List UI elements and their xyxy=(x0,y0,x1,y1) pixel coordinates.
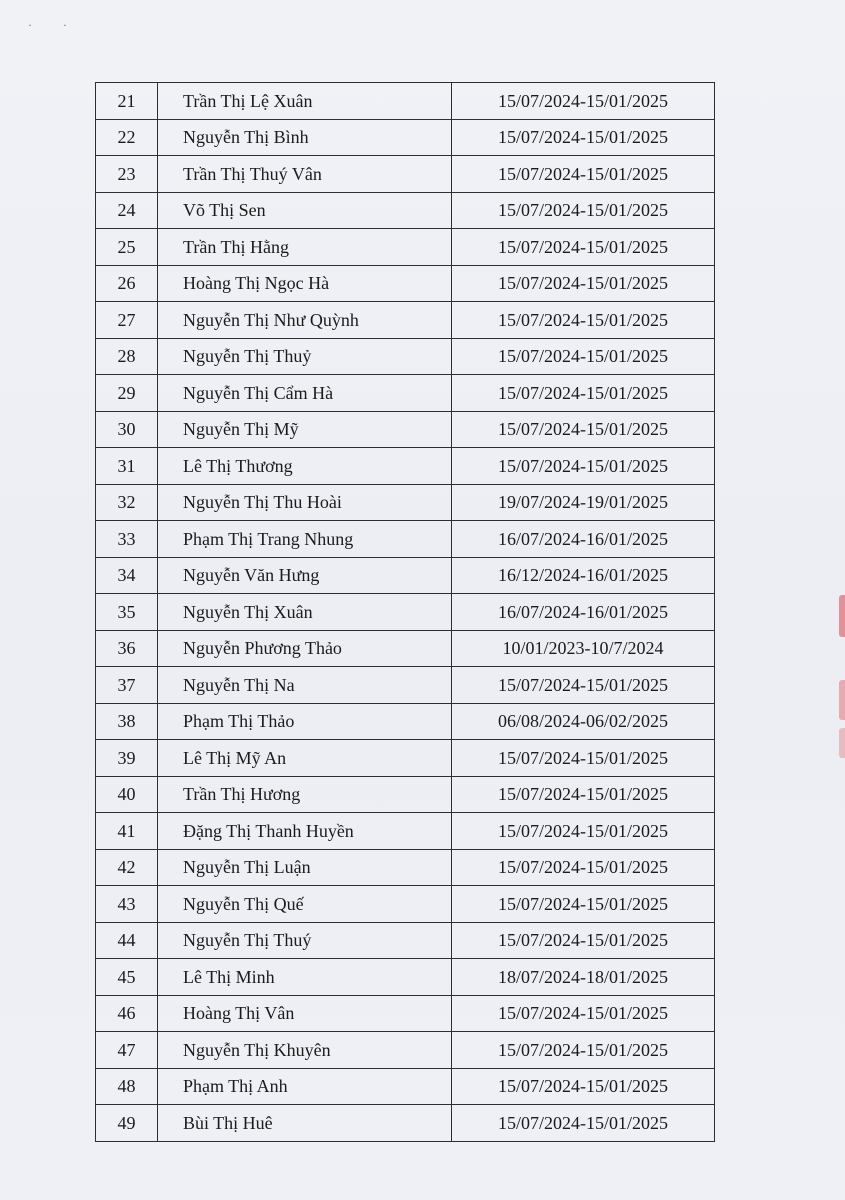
name-cell: Nguyễn Thị Như Quỳnh xyxy=(158,302,452,339)
period-cell: 15/07/2024-15/01/2025 xyxy=(452,229,715,266)
name-cell: Nguyễn Thị Khuyên xyxy=(158,1032,452,1069)
table-row xyxy=(96,630,715,667)
name-cell: Nguyễn Thị Luận xyxy=(158,849,452,886)
table-row xyxy=(96,302,715,339)
row-number-cell: 29 xyxy=(96,375,158,412)
name-cell: Nguyễn Thị Xuân xyxy=(158,594,452,631)
row-number-cell: 28 xyxy=(96,338,158,375)
table-row xyxy=(96,265,715,302)
period-cell: 15/07/2024-15/01/2025 xyxy=(452,995,715,1032)
table-row xyxy=(96,740,715,777)
row-number-cell: 25 xyxy=(96,229,158,266)
table-row xyxy=(96,849,715,886)
name-cell: Lê Thị Minh xyxy=(158,959,452,996)
row-number-cell: 39 xyxy=(96,740,158,777)
row-number-cell: 27 xyxy=(96,302,158,339)
row-number-cell: 23 xyxy=(96,156,158,193)
period-cell: 15/07/2024-15/01/2025 xyxy=(452,813,715,850)
row-number-cell: 21 xyxy=(96,83,158,120)
period-cell: 15/07/2024-15/01/2025 xyxy=(452,1105,715,1142)
period-cell: 15/07/2024-15/01/2025 xyxy=(452,922,715,959)
period-cell: 15/07/2024-15/01/2025 xyxy=(452,1068,715,1105)
table-row xyxy=(96,703,715,740)
table-row xyxy=(96,886,715,923)
name-cell: Hoàng Thị Vân xyxy=(158,995,452,1032)
name-cell: Phạm Thị Anh xyxy=(158,1068,452,1105)
name-cell: Nguyễn Thị Quế xyxy=(158,886,452,923)
row-number-cell: 33 xyxy=(96,521,158,558)
table-row xyxy=(96,667,715,704)
table-row xyxy=(96,411,715,448)
row-number-cell: 24 xyxy=(96,192,158,229)
name-cell: Nguyễn Thị Bình xyxy=(158,119,452,156)
name-cell: Bùi Thị Huê xyxy=(158,1105,452,1142)
name-cell: Nguyễn Thị Na xyxy=(158,667,452,704)
row-number-cell: 45 xyxy=(96,959,158,996)
table-row xyxy=(96,1068,715,1105)
row-number-cell: 32 xyxy=(96,484,158,521)
name-cell: Lê Thị Thương xyxy=(158,448,452,485)
name-cell: Nguyễn Văn Hưng xyxy=(158,557,452,594)
row-number-cell: 43 xyxy=(96,886,158,923)
row-number-cell: 46 xyxy=(96,995,158,1032)
table-row xyxy=(96,192,715,229)
row-number-cell: 38 xyxy=(96,703,158,740)
name-cell: Nguyễn Thị Thuý xyxy=(158,922,452,959)
period-cell: 15/07/2024-15/01/2025 xyxy=(452,375,715,412)
table-row xyxy=(96,995,715,1032)
name-cell: Trần Thị Hương xyxy=(158,776,452,813)
roster-table-body xyxy=(96,83,715,1142)
name-cell: Nguyễn Phương Thảo xyxy=(158,630,452,667)
period-cell: 16/07/2024-16/01/2025 xyxy=(452,521,715,558)
table-row xyxy=(96,813,715,850)
table-row xyxy=(96,448,715,485)
name-cell: Đặng Thị Thanh Huyền xyxy=(158,813,452,850)
name-cell: Nguyễn Thị Mỹ xyxy=(158,411,452,448)
period-cell: 15/07/2024-15/01/2025 xyxy=(452,302,715,339)
table-row xyxy=(96,557,715,594)
name-cell: Hoàng Thị Ngọc Hà xyxy=(158,265,452,302)
period-cell: 15/07/2024-15/01/2025 xyxy=(452,667,715,704)
table-row xyxy=(96,229,715,266)
stamp-fragment xyxy=(839,728,845,758)
name-cell: Trần Thị Hằng xyxy=(158,229,452,266)
table-row xyxy=(96,521,715,558)
name-cell: Phạm Thị Thảo xyxy=(158,703,452,740)
period-cell: 06/08/2024-06/02/2025 xyxy=(452,703,715,740)
stamp-fragment xyxy=(839,595,845,637)
table-row xyxy=(96,922,715,959)
period-cell: 15/07/2024-15/01/2025 xyxy=(452,156,715,193)
period-cell: 16/07/2024-16/01/2025 xyxy=(452,594,715,631)
row-number-cell: 35 xyxy=(96,594,158,631)
name-cell: Trần Thị Thuý Vân xyxy=(158,156,452,193)
period-cell: 15/07/2024-15/01/2025 xyxy=(452,849,715,886)
period-cell: 15/07/2024-15/01/2025 xyxy=(452,740,715,777)
table-row xyxy=(96,594,715,631)
row-number-cell: 31 xyxy=(96,448,158,485)
period-cell: 15/07/2024-15/01/2025 xyxy=(452,338,715,375)
table-row xyxy=(96,119,715,156)
period-cell: 15/07/2024-15/01/2025 xyxy=(452,1032,715,1069)
table-row xyxy=(96,959,715,996)
period-cell: 15/07/2024-15/01/2025 xyxy=(452,192,715,229)
period-cell: 15/07/2024-15/01/2025 xyxy=(452,886,715,923)
stamp-fragment xyxy=(839,680,845,720)
name-cell: Nguyễn Thị Thuỷ xyxy=(158,338,452,375)
row-number-cell: 30 xyxy=(96,411,158,448)
period-cell: 16/12/2024-16/01/2025 xyxy=(452,557,715,594)
table-row xyxy=(96,338,715,375)
row-number-cell: 44 xyxy=(96,922,158,959)
table-row xyxy=(96,484,715,521)
period-cell: 15/07/2024-15/01/2025 xyxy=(452,776,715,813)
name-cell: Võ Thị Sen xyxy=(158,192,452,229)
row-number-cell: 37 xyxy=(96,667,158,704)
row-number-cell: 34 xyxy=(96,557,158,594)
row-number-cell: 42 xyxy=(96,849,158,886)
row-number-cell: 47 xyxy=(96,1032,158,1069)
period-cell: 15/07/2024-15/01/2025 xyxy=(452,265,715,302)
name-cell: Lê Thị Mỹ An xyxy=(158,740,452,777)
row-number-cell: 41 xyxy=(96,813,158,850)
table-row xyxy=(96,83,715,120)
roster-table xyxy=(95,82,715,1142)
name-cell: Phạm Thị Trang Nhung xyxy=(158,521,452,558)
scan-artifact: · · xyxy=(28,18,81,32)
period-cell: 10/01/2023-10/7/2024 xyxy=(452,630,715,667)
table-row xyxy=(96,156,715,193)
name-cell: Nguyễn Thị Thu Hoài xyxy=(158,484,452,521)
period-cell: 15/07/2024-15/01/2025 xyxy=(452,119,715,156)
period-cell: 15/07/2024-15/01/2025 xyxy=(452,83,715,120)
row-number-cell: 26 xyxy=(96,265,158,302)
name-cell: Trần Thị Lệ Xuân xyxy=(158,83,452,120)
table-row xyxy=(96,776,715,813)
period-cell: 15/07/2024-15/01/2025 xyxy=(452,411,715,448)
period-cell: 15/07/2024-15/01/2025 xyxy=(452,448,715,485)
period-cell: 18/07/2024-18/01/2025 xyxy=(452,959,715,996)
row-number-cell: 49 xyxy=(96,1105,158,1142)
row-number-cell: 22 xyxy=(96,119,158,156)
row-number-cell: 36 xyxy=(96,630,158,667)
table-row xyxy=(96,1032,715,1069)
table-row xyxy=(96,1105,715,1142)
row-number-cell: 40 xyxy=(96,776,158,813)
row-number-cell: 48 xyxy=(96,1068,158,1105)
name-cell: Nguyễn Thị Cẩm Hà xyxy=(158,375,452,412)
table-row xyxy=(96,375,715,412)
period-cell: 19/07/2024-19/01/2025 xyxy=(452,484,715,521)
